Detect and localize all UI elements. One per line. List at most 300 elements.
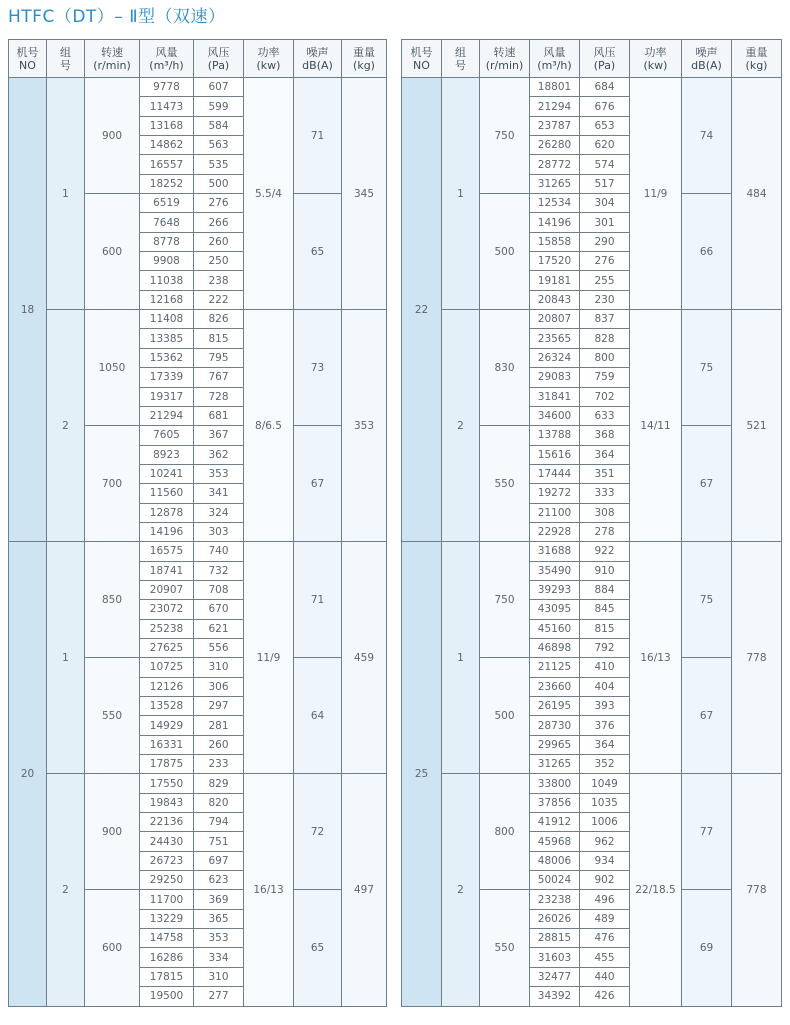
header-group [442,40,480,78]
airflow-cell: 11473 [140,97,194,116]
airflow-cell: 14196 [530,213,580,232]
pressure-cell: 404 [580,677,630,696]
pressure-cell: 702 [580,387,630,406]
airflow-cell: 25238 [140,619,194,638]
weight-cell: 345 [342,78,387,310]
pressure-cell: 352 [580,755,630,774]
pressure-cell: 476 [580,929,630,948]
header-group-line1: 组 [455,45,466,59]
pressure-cell: 1035 [580,793,630,812]
airflow-cell: 20843 [530,290,580,309]
airflow-cell: 19181 [530,271,580,290]
pressure-cell: 393 [580,697,630,716]
pressure-cell: 794 [194,813,244,832]
pressure-cell: 369 [194,890,244,909]
pressure-cell: 681 [194,406,244,425]
pressure-cell: 341 [194,484,244,503]
pressure-cell: 684 [580,78,630,97]
speed-cell: 550 [85,658,140,774]
pressure-cell: 230 [580,290,630,309]
header-power-line2: (kw) [256,58,281,72]
pressure-cell: 496 [580,890,630,909]
power-cell: 11/9 [244,542,294,774]
header-group-line2: 号 [455,58,466,72]
pressure-cell: 837 [580,310,630,329]
weight-cell: 778 [732,542,782,774]
pressure-cell: 301 [580,213,630,232]
airflow-cell: 17520 [530,252,580,271]
noise-cell: 67 [294,426,342,542]
airflow-cell: 29083 [530,368,580,387]
airflow-cell: 23787 [530,116,580,135]
noise-cell: 67 [682,658,732,774]
group-number-cell: 2 [47,774,85,1006]
header-speed [85,40,140,78]
header-power-line1: 功率 [257,45,280,59]
airflow-cell: 27625 [140,638,194,657]
pressure-cell: 728 [194,387,244,406]
airflow-cell: 17875 [140,755,194,774]
airflow-cell: 7605 [140,426,194,445]
pressure-cell: 277 [194,987,244,1006]
model-number-cell: 18 [9,78,47,542]
airflow-cell: 13168 [140,116,194,135]
weight-cell: 521 [732,310,782,542]
header-pressure [194,40,244,78]
airflow-cell: 11560 [140,484,194,503]
airflow-cell: 19272 [530,484,580,503]
power-cell: 16/13 [244,774,294,1006]
pressure-cell: 829 [194,774,244,793]
pressure-cell: 410 [580,658,630,677]
table-row [402,542,782,561]
airflow-cell: 20807 [530,310,580,329]
airflow-cell: 29250 [140,871,194,890]
speed-cell: 550 [480,890,530,1006]
header-noise [294,40,342,78]
pressure-cell: 556 [194,638,244,657]
airflow-cell: 37856 [530,793,580,812]
speed-cell: 550 [480,426,530,542]
pressure-cell: 222 [194,290,244,309]
airflow-cell: 26723 [140,851,194,870]
airflow-cell: 26195 [530,697,580,716]
pressure-cell: 767 [194,368,244,387]
noise-cell: 75 [682,542,732,658]
pressure-cell: 250 [194,252,244,271]
weight-cell: 353 [342,310,387,542]
header-flow-line2: (m³/h) [537,58,572,72]
pressure-cell: 364 [580,445,630,464]
speed-cell: 600 [85,890,140,1006]
pressure-cell: 278 [580,522,630,541]
pressure-cell: 440 [580,967,630,986]
noise-cell: 69 [682,890,732,1006]
airflow-cell: 15362 [140,348,194,367]
airflow-cell: 15858 [530,232,580,251]
header-flow [530,40,580,78]
header-speed-line1: 转速 [101,45,123,59]
noise-cell: 64 [294,658,342,774]
table-row [402,310,782,329]
fan-spec-table-right [401,39,782,1007]
airflow-cell: 11038 [140,271,194,290]
pressure-cell: 455 [580,948,630,967]
pressure-cell: 826 [194,310,244,329]
header-noise-line1: 噪声 [695,45,718,59]
header-weight [732,40,782,78]
table-row [9,310,387,329]
pressure-cell: 653 [580,116,630,135]
weight-cell: 497 [342,774,387,1006]
group-number-cell: 1 [442,78,480,310]
airflow-cell: 31265 [530,755,580,774]
pressure-cell: 884 [580,580,630,599]
header-model-line1: 机号 [410,45,433,59]
pressure-cell: 376 [580,716,630,735]
header-model-line2: NO [19,58,36,72]
airflow-cell: 45160 [530,619,580,638]
header-speed-line1: 转速 [493,45,516,59]
header-pressure-line2: (Pa) [593,58,616,72]
pressure-cell: 815 [194,329,244,348]
airflow-cell: 24430 [140,832,194,851]
pressure-cell: 620 [580,136,630,155]
pressure-cell: 426 [580,987,630,1006]
pressure-cell: 599 [194,97,244,116]
header-noise [682,40,732,78]
pressure-cell: 290 [580,232,630,251]
header-noise-line2: dB(A) [302,58,333,72]
header-model-line1: 机号 [16,45,39,59]
pressure-cell: 310 [194,967,244,986]
pressure-cell: 281 [194,716,244,735]
pressure-cell: 792 [580,638,630,657]
table-body [9,78,387,1007]
airflow-cell: 28815 [530,929,580,948]
airflow-cell: 11408 [140,310,194,329]
power-cell: 16/13 [630,542,682,774]
pressure-cell: 828 [580,329,630,348]
pressure-cell: 732 [194,561,244,580]
pressure-cell: 670 [194,600,244,619]
noise-cell: 73 [294,310,342,426]
airflow-cell: 31265 [530,174,580,193]
table-row [402,774,782,793]
table-header-row [9,40,387,78]
airflow-cell: 39293 [530,580,580,599]
header-weight-line1: 重量 [353,45,375,59]
header-flow-line1: 风量 [543,45,566,59]
noise-cell: 74 [682,78,732,194]
airflow-cell: 12534 [530,194,580,213]
airflow-cell: 23238 [530,890,580,909]
airflow-cell: 22928 [530,522,580,541]
airflow-cell: 43095 [530,600,580,619]
pressure-cell: 489 [580,909,630,928]
pressure-cell: 633 [580,406,630,425]
airflow-cell: 14196 [140,522,194,541]
page-title: HTFC（DT）– Ⅱ型（双速） [8,7,226,27]
airflow-cell: 18252 [140,174,194,193]
pressure-cell: 333 [580,484,630,503]
pressure-cell: 517 [580,174,630,193]
pressure-cell: 584 [194,116,244,135]
noise-cell: 75 [682,310,732,426]
noise-cell: 71 [294,542,342,658]
header-speed-line2: (r/min) [93,58,131,72]
header-noise-line1: 噪声 [306,45,329,59]
speed-cell: 500 [480,658,530,774]
pressure-cell: 535 [194,155,244,174]
airflow-cell: 21100 [530,503,580,522]
header-pressure-line1: 风压 [593,45,616,59]
airflow-cell: 12168 [140,290,194,309]
noise-cell: 77 [682,774,732,890]
group-number-cell: 2 [442,774,480,1006]
airflow-cell: 17550 [140,774,194,793]
pressure-cell: 308 [580,503,630,522]
airflow-cell: 31603 [530,948,580,967]
airflow-cell: 17444 [530,464,580,483]
pressure-cell: 364 [580,735,630,754]
speed-cell: 750 [480,78,530,194]
pressure-cell: 238 [194,271,244,290]
airflow-cell: 16331 [140,735,194,754]
airflow-cell: 19317 [140,387,194,406]
pressure-cell: 297 [194,697,244,716]
speed-cell: 900 [85,78,140,194]
table-row [9,542,387,561]
airflow-cell: 28730 [530,716,580,735]
airflow-cell: 15616 [530,445,580,464]
airflow-cell: 23660 [530,677,580,696]
airflow-cell: 19843 [140,793,194,812]
airflow-cell: 13229 [140,909,194,928]
model-number-cell: 22 [402,78,442,542]
airflow-cell: 34392 [530,987,580,1006]
airflow-cell: 16575 [140,542,194,561]
header-flow-line1: 风量 [155,45,178,59]
power-cell: 14/11 [630,310,682,542]
speed-cell: 900 [85,774,140,890]
airflow-cell: 8923 [140,445,194,464]
table-row [9,774,387,793]
pressure-cell: 334 [194,948,244,967]
pressure-cell: 574 [580,155,630,174]
power-cell: 22/18.5 [630,774,682,1006]
pressure-cell: 1049 [580,774,630,793]
pressure-cell: 676 [580,97,630,116]
airflow-cell: 21125 [530,658,580,677]
pressure-cell: 922 [580,542,630,561]
pressure-cell: 623 [194,871,244,890]
header-group-line2: 号 [60,58,71,72]
pressure-cell: 820 [194,793,244,812]
pressure-cell: 304 [580,194,630,213]
header-power [630,40,682,78]
airflow-cell: 22136 [140,813,194,832]
pressure-cell: 255 [580,271,630,290]
pressure-cell: 759 [580,368,630,387]
pressure-cell: 607 [194,78,244,97]
pressure-cell: 310 [194,658,244,677]
pressure-cell: 697 [194,851,244,870]
noise-cell: 65 [294,890,342,1006]
header-weight-line1: 重量 [745,45,768,59]
group-number-cell: 1 [47,78,85,310]
speed-cell: 830 [480,310,530,426]
table-body [402,78,782,1007]
header-power-line2: (kw) [643,58,668,72]
airflow-cell: 12126 [140,677,194,696]
weight-cell: 459 [342,542,387,774]
power-cell: 11/9 [630,78,682,310]
airflow-cell: 14758 [140,929,194,948]
airflow-cell: 46898 [530,638,580,657]
header-weight [342,40,387,78]
pressure-cell: 910 [580,561,630,580]
pressure-cell: 276 [194,194,244,213]
speed-cell: 600 [85,194,140,310]
airflow-cell: 23072 [140,600,194,619]
pressure-cell: 233 [194,755,244,774]
pressure-cell: 351 [580,464,630,483]
pressure-cell: 563 [194,136,244,155]
pressure-cell: 934 [580,851,630,870]
pressure-cell: 902 [580,871,630,890]
airflow-cell: 48006 [530,851,580,870]
pressure-cell: 708 [194,580,244,599]
header-power [244,40,294,78]
airflow-cell: 18741 [140,561,194,580]
airflow-cell: 21294 [530,97,580,116]
airflow-cell: 8778 [140,232,194,251]
airflow-cell: 19500 [140,987,194,1006]
header-flow [140,40,194,78]
header-pressure-line1: 风压 [207,45,230,59]
fan-spec-table-left [8,39,387,1007]
pressure-cell: 367 [194,426,244,445]
header-model [402,40,442,78]
airflow-cell: 26026 [530,909,580,928]
airflow-cell: 12878 [140,503,194,522]
pressure-cell: 800 [580,348,630,367]
airflow-cell: 31688 [530,542,580,561]
airflow-cell: 10725 [140,658,194,677]
airflow-cell: 41912 [530,813,580,832]
speed-cell: 500 [480,194,530,310]
noise-cell: 67 [682,426,732,542]
power-cell: 8/6.5 [244,310,294,542]
airflow-cell: 17815 [140,967,194,986]
pressure-cell: 276 [580,252,630,271]
airflow-cell: 13528 [140,697,194,716]
speed-cell: 1050 [85,310,140,426]
noise-cell: 66 [682,194,732,310]
header-weight-line2: (kg) [745,58,768,72]
speed-cell: 700 [85,426,140,542]
pressure-cell: 795 [194,348,244,367]
noise-cell: 71 [294,78,342,194]
airflow-cell: 9778 [140,78,194,97]
header-pressure [580,40,630,78]
airflow-cell: 16286 [140,948,194,967]
airflow-cell: 21294 [140,406,194,425]
speed-cell: 800 [480,774,530,890]
airflow-cell: 16557 [140,155,194,174]
header-model-line2: NO [413,58,430,72]
header-noise-line2: dB(A) [691,58,722,72]
airflow-cell: 14862 [140,136,194,155]
pressure-cell: 260 [194,232,244,251]
airflow-cell: 28772 [530,155,580,174]
airflow-cell: 18801 [530,78,580,97]
airflow-cell: 26280 [530,136,580,155]
airflow-cell: 13385 [140,329,194,348]
weight-cell: 484 [732,78,782,310]
noise-cell: 65 [294,194,342,310]
pressure-cell: 353 [194,464,244,483]
speed-cell: 750 [480,542,530,658]
airflow-cell: 50024 [530,871,580,890]
group-number-cell: 2 [47,310,85,542]
group-number-cell: 1 [442,542,480,774]
airflow-cell: 33800 [530,774,580,793]
airflow-cell: 31841 [530,387,580,406]
airflow-cell: 14929 [140,716,194,735]
table-row [402,78,782,97]
table-row [9,78,387,97]
airflow-cell: 17339 [140,368,194,387]
pressure-cell: 845 [580,600,630,619]
header-group-line1: 组 [60,45,71,59]
pressure-cell: 353 [194,929,244,948]
pressure-cell: 303 [194,522,244,541]
pressure-cell: 260 [194,735,244,754]
pressure-cell: 621 [194,619,244,638]
airflow-cell: 11700 [140,890,194,909]
pressure-cell: 500 [194,174,244,193]
pressure-cell: 815 [580,619,630,638]
airflow-cell: 6519 [140,194,194,213]
header-weight-line2: (kg) [353,58,375,72]
model-number-cell: 20 [9,542,47,1006]
speed-cell: 850 [85,542,140,658]
airflow-cell: 32477 [530,967,580,986]
pressure-cell: 324 [194,503,244,522]
airflow-cell: 34600 [530,406,580,425]
airflow-cell: 23565 [530,329,580,348]
pressure-cell: 266 [194,213,244,232]
header-speed-line2: (r/min) [485,58,524,72]
weight-cell: 778 [732,774,782,1006]
header-model [9,40,47,78]
header-flow-line2: (m³/h) [149,58,184,72]
pressure-cell: 365 [194,909,244,928]
header-group [47,40,85,78]
pressure-cell: 740 [194,542,244,561]
model-number-cell: 25 [402,542,442,1006]
airflow-cell: 26324 [530,348,580,367]
group-number-cell: 1 [47,542,85,774]
airflow-cell: 20907 [140,580,194,599]
pressure-cell: 368 [580,426,630,445]
airflow-cell: 45968 [530,832,580,851]
table-header-row [402,40,782,78]
pressure-cell: 751 [194,832,244,851]
pressure-cell: 362 [194,445,244,464]
